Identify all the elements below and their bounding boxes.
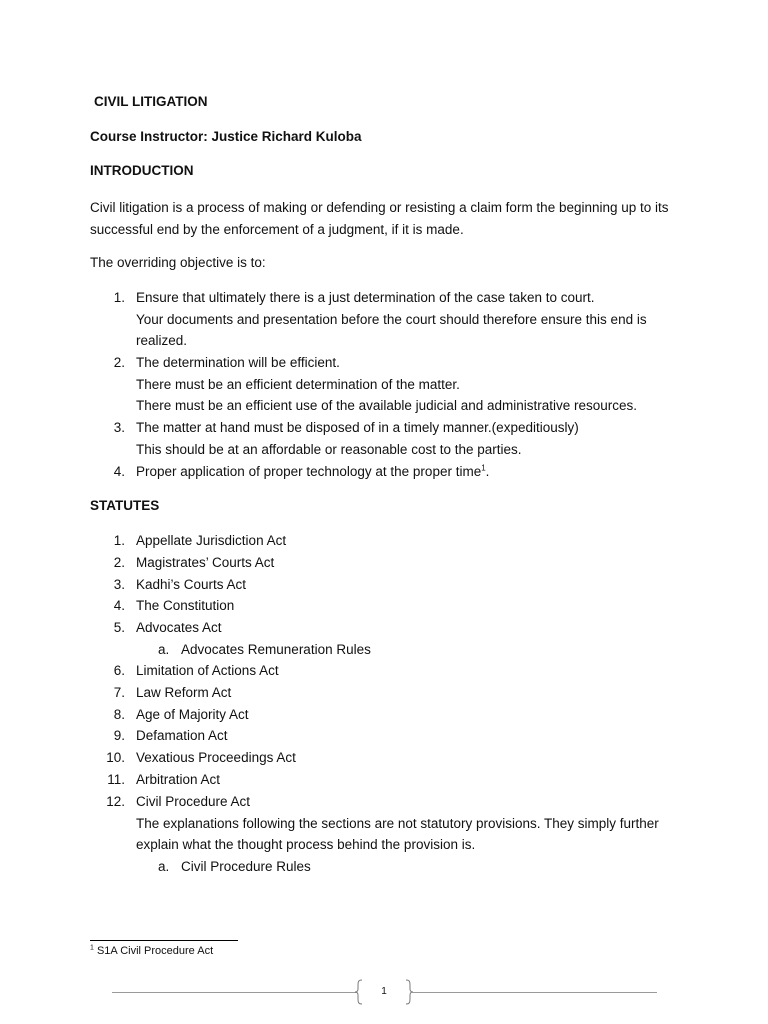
course-instructor: Course Instructor: Justice Richard Kuloba	[90, 129, 362, 144]
list-item-continuation: Your documents and presentation before the court should therefore ensure this end is	[136, 312, 647, 327]
footnote-separator	[90, 940, 238, 941]
list-item: Law Reform Act	[136, 685, 232, 700]
introduction-heading: INTRODUCTION	[90, 163, 194, 178]
list-number: 3.	[113, 577, 125, 592]
footer-rule-left	[112, 992, 357, 993]
list-item-continuation: explain what the thought process behind the provision is.	[136, 837, 476, 852]
list-item-continuation: There must be an efficient use of the available judicial and administrative resources.	[136, 398, 638, 413]
list-number: 11.	[107, 772, 125, 787]
list-number: 12.	[106, 794, 125, 809]
objective-lead: The overriding objective is to:	[90, 255, 266, 270]
list-item: Civil Procedure Act	[136, 794, 251, 809]
list-number: 7.	[113, 685, 125, 700]
list-item: Vexatious Proceedings Act	[136, 750, 296, 765]
footnote-text: S1A Civil Procedure Act	[96, 945, 214, 957]
list-item: Defamation Act	[136, 728, 228, 743]
list-number: 4.	[113, 598, 125, 613]
sublist-letter: a.	[158, 859, 170, 874]
list-number: 1.	[113, 290, 125, 305]
footer-rule-right	[412, 992, 657, 993]
sublist-letter: a.	[158, 642, 170, 657]
list-item: Kadhi’s Courts Act	[136, 577, 247, 592]
list-number: 6.	[113, 663, 125, 678]
list-item-continuation: This should be at an affordable or reasonable cost to the parties.	[136, 442, 522, 457]
list-item: Limitation of Actions Act	[136, 663, 279, 678]
list-item: Advocates Act	[136, 620, 222, 635]
left-brace-icon	[354, 979, 364, 1005]
list-number: 2.	[113, 555, 125, 570]
list-item-continuation: There must be an efficient determination of the matter.	[136, 377, 460, 392]
footnote-marker: 1	[90, 944, 94, 952]
list-item-continuation: realized.	[136, 333, 188, 348]
list-item: Age of Majority Act	[136, 707, 249, 722]
list-item-text: Proper application of proper technology at the proper time	[136, 464, 482, 479]
list-number: 1.	[113, 533, 125, 548]
page-number: 1	[381, 986, 387, 997]
list-number: 2.	[113, 355, 125, 370]
list-number: 3.	[113, 420, 125, 435]
list-item: Arbitration Act	[136, 772, 221, 787]
list-number: 10.	[106, 750, 125, 765]
introduction-paragraph: Civil litigation is a process of making or defending or resisting a claim form the beginning up to its successful end by the enforcement of a judgment, if it is made.	[90, 200, 669, 237]
sublist-item: Civil Procedure Rules	[181, 859, 311, 874]
footnote-reference[interactable]: 1	[481, 463, 486, 473]
list-item: The determination will be efficient.	[136, 355, 340, 370]
list-item-continuation: The explanations following the sections are not statutory provisions. They simply further	[136, 816, 659, 831]
list-number: 8.	[113, 707, 125, 722]
list-item: Ensure that ultimately there is a just determination of the case taken to court.	[136, 290, 595, 305]
document-title: CIVIL LITIGATION	[94, 94, 208, 109]
list-number: 4.	[113, 464, 125, 479]
list-number: 5.	[113, 620, 125, 635]
list-number: 9.	[113, 728, 125, 743]
list-item: Appellate Jurisdiction Act	[136, 533, 287, 548]
statutes-heading: STATUTES	[90, 498, 160, 513]
list-item: The Constitution	[136, 598, 235, 613]
list-item: The matter at hand must be disposed of in a timely manner.(expeditiously)	[136, 420, 579, 435]
list-item-trail: .	[485, 464, 490, 479]
sublist-item: Advocates Remuneration Rules	[181, 642, 371, 657]
footnote	[90, 945, 213, 957]
list-item: Magistrates’ Courts Act	[136, 555, 275, 570]
list-item	[136, 464, 489, 479]
